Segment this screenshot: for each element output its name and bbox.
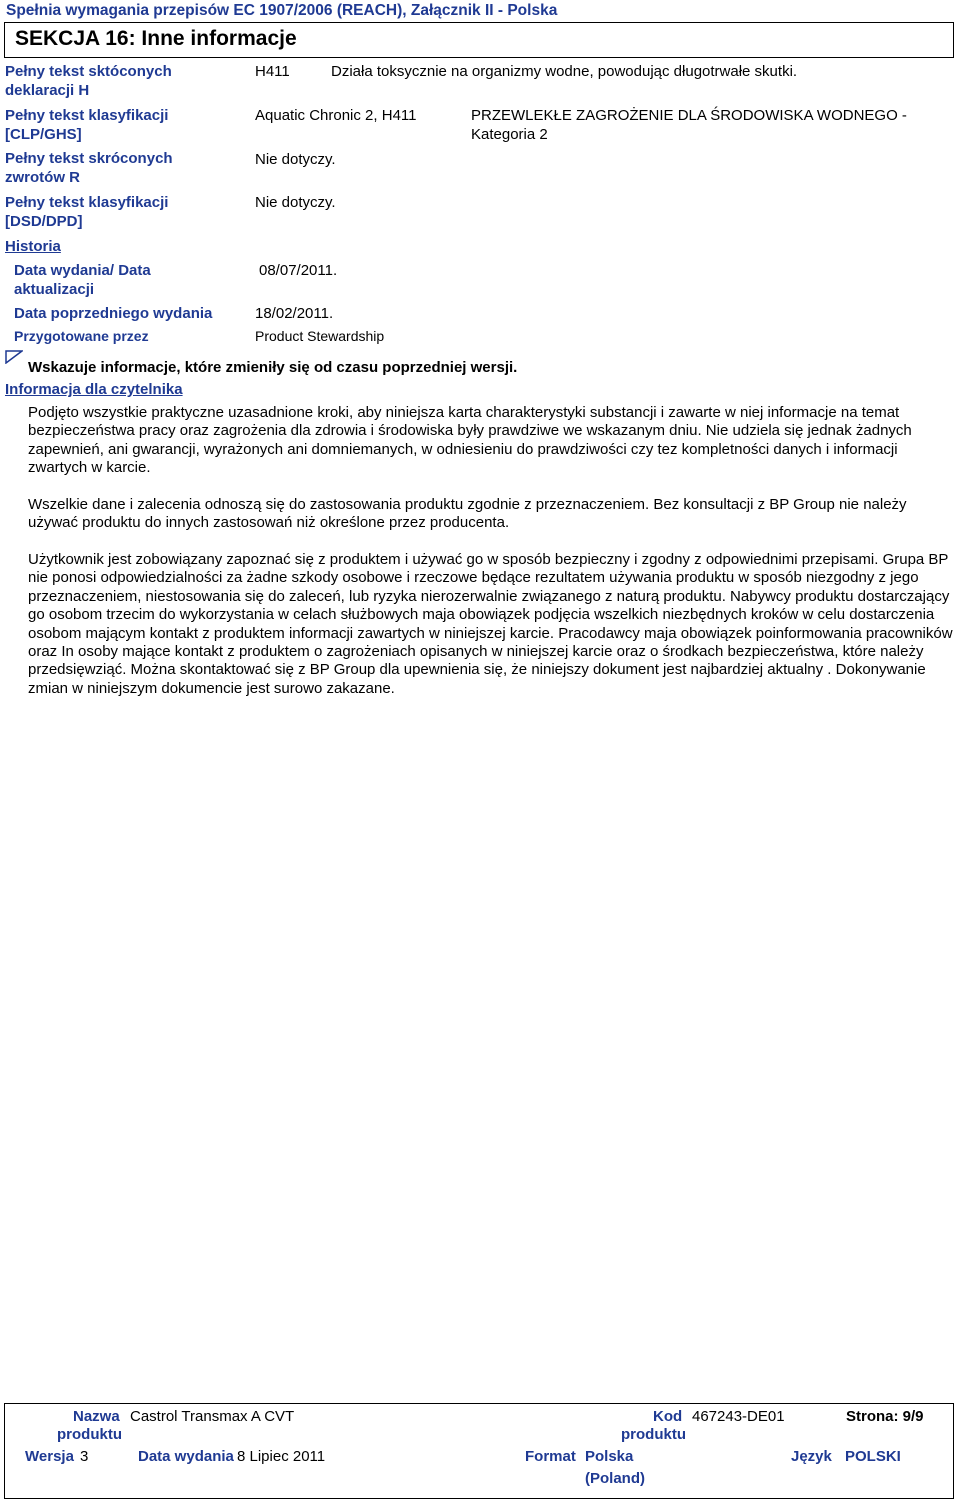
format-label: Format: [525, 1448, 576, 1465]
prepared-by-label: Przygotowane przez: [14, 328, 149, 344]
product-code-label-2: produktu: [621, 1426, 686, 1443]
regulation-banner: Spełnia wymagania przepisów EC 1907/2006 (REACH), Załącznik II - Polska: [6, 2, 558, 19]
previous-issue-date: 18/02/2011.: [255, 305, 334, 322]
legend-text: Wskazuje informacje, które zmieniły się od czasu poprzedniej wersji.: [28, 359, 518, 376]
format-value-2: (Poland): [585, 1470, 645, 1487]
clp-text: PRZEWLEKŁE ZAGROŻENIE DLA ŚRODOWISKA WODNEGO - Kategoria 2: [471, 107, 907, 143]
page-number: Strona: 9/9: [846, 1408, 924, 1425]
version-label: Wersja: [25, 1448, 74, 1465]
section-header: [4, 22, 954, 58]
reader-info-paragraph: Wszelkie dane i zalecenia odnoszą się do zastosowania produktu zgodnie z przeznaczeniem. Bez konsultacji z BP Group nie należy używać produktu do innych zastosowań niż określone przez producenta.: [28, 496, 907, 532]
language: POLSKI: [845, 1448, 901, 1465]
r-phrases-value: Nie dotyczy.: [255, 151, 336, 168]
reader-info-paragraph: Użytkownik jest zobowiązany zapoznać się z produktem i używać go w sposób bezpieczny i zgodny z odpowiednimi przepisami. Grupa BP nie ponosi odpowiedzialności za żadne szkody osobowe i rzeczowe będące rezultatem używania produktu w sposób niezgodny z jego przeznaczeniem, niestosowania się do zaleceń, lub ryzyka nierozerwalnie związanego z naturą produktu. Nabywcy produktu dostarczający go osobom trzecim do wykorzystania w celach służbowych maja obowiązek podjęcia wszelkich niezbędnych kroków w celu dostarczenia osobom mającym kontakt z produktem informacji zawartych w niniejszej karcie. Pracodawcy maja obowiązek poinformowania pracowników oraz In osoby mające kontakt z produktem o zagrożeniach opisanych w niniejszej karcie oraz o środkach bezpieczeństwa, które należy przedsięwziąć. Można skontaktować się z BP Group dla upewnienia się, że niniejszy dokument jest najbardziej aktualny . Dokonywanie zmian w niniejszym dokumencie jest surowo zakazane.: [28, 551, 953, 697]
issue-date-footer-label: Data wydania: [138, 1448, 234, 1465]
prepared-by: Product Stewardship: [255, 328, 385, 344]
product-code: 467243-DE01: [692, 1408, 785, 1425]
r-phrases-label: Pełny tekst skróconych zwrotów R: [5, 150, 173, 186]
changed-info-triangle-icon: [5, 350, 23, 364]
version: 3: [80, 1448, 89, 1465]
section-title: SEKCJA 16: Inne informacje: [15, 27, 297, 50]
dsd-value: Nie dotyczy.: [255, 194, 336, 211]
issue-date-label: Data wydania/ Data aktualizacji: [14, 262, 151, 298]
dsd-label: Pełny tekst klasyfikacji [DSD/DPD]: [5, 194, 169, 230]
reader-info-paragraph: Podjęto wszystkie praktyczne uzasadnione kroki, aby niniejsza karta charakterystyki substancji i zawarte w niej informacje na temat bezpieczeństwa pracy oraz zagrożenia dla zdrowia i środowiska były prawdziwe we wskazanym dniu. Nie udziela się jednak żadnych zapewnień, ani gwarancji, wyrażonych ani domniemanych, w odniesieniu do prawdziwości czy tez kompletności danych i informacji zwartych w karcie.: [28, 404, 912, 477]
issue-date-footer: 8 Lipiec 2011: [237, 1448, 326, 1465]
format-value: Polska: [585, 1448, 634, 1465]
product-name-label: Nazwa: [73, 1408, 120, 1425]
h-code: H411: [255, 63, 290, 80]
product-name: Castrol Transmax A CVT: [130, 1408, 295, 1425]
product-name-label-2: produktu: [57, 1426, 122, 1443]
product-code-label: Kod: [653, 1408, 683, 1425]
language-label: Język: [791, 1448, 832, 1465]
previous-issue-label: Data poprzedniego wydania: [14, 305, 213, 322]
clp-code: Aquatic Chronic 2, H411: [255, 107, 417, 124]
h-statement-text: Działa toksycznie na organizmy wodne, powodując długotrwałe skutki.: [331, 63, 798, 80]
clp-label: Pełny tekst klasyfikacji [CLP/GHS]: [5, 107, 169, 143]
footer: [4, 1403, 954, 1499]
history-heading: Historia: [5, 238, 61, 255]
reader-info-heading: Informacja dla czytelnika: [5, 381, 183, 398]
h-statements-label: Pełny tekst sktóconych deklaracji H: [5, 63, 172, 99]
issue-date: 08/07/2011.: [259, 262, 338, 279]
